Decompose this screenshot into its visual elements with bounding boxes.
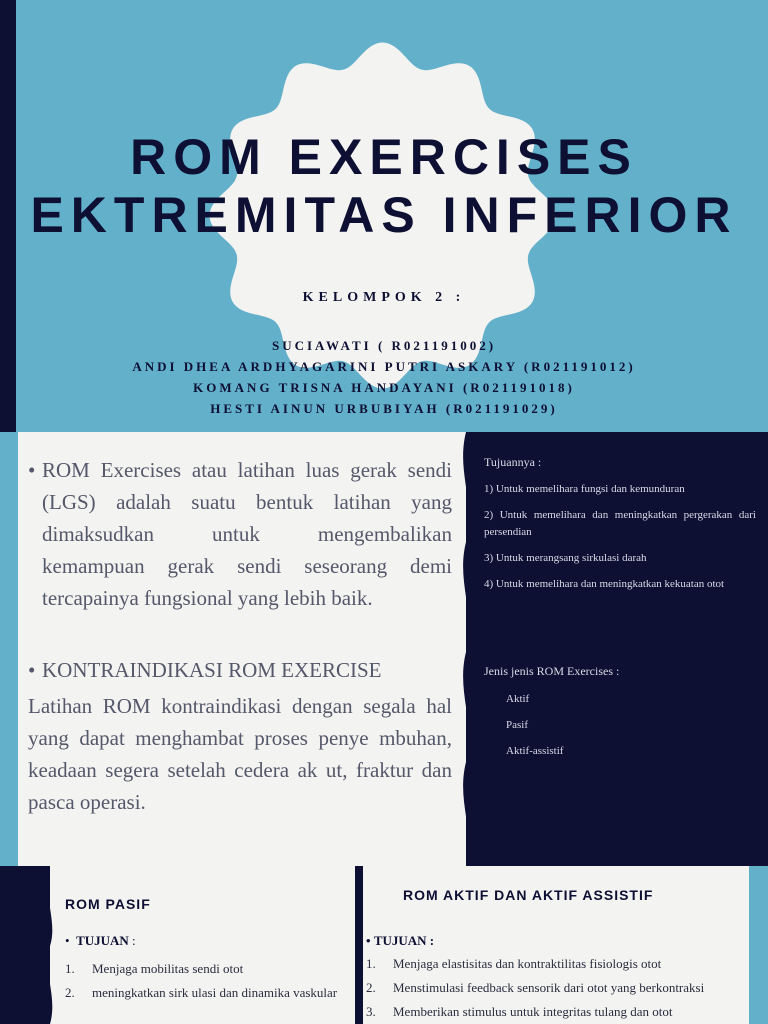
list-item <box>366 1003 746 1021</box>
rom-pasif-title: ROM PASIF <box>65 896 151 912</box>
rom-aktif-goals <box>366 955 746 1024</box>
bullet-marker: • <box>65 933 70 948</box>
contraindication-heading <box>28 654 452 686</box>
rom-pasif-goals <box>65 960 350 1008</box>
list-text: Menjaga elastisitas dan kontraktilitas fisiologis otot <box>393 956 662 971</box>
goal-item: 4) Untuk memelihara dan meningkatkan kekuatan otot <box>484 578 725 590</box>
wavy-divider <box>454 432 484 866</box>
rom-definition-text: ROM Exercises atau latihan luas gerak sendi (LGS) adalah suatu bentuk latihan yang dimaksudkan untuk mengembalikan kemampuan gerak sendi seseorang demi tercapainya fungsional yang lebih baik. <box>42 458 452 610</box>
exercise-type-item: Aktif <box>506 693 530 705</box>
member-name: SUCIAWATI ( R021191002) <box>271 338 497 353</box>
goal-item: 1) Untuk memelihara fungsi dan kemunduran <box>484 483 685 495</box>
wavy-divider <box>40 866 64 1024</box>
exercise-type-item: Pasif <box>506 719 528 731</box>
left-accent-strip <box>0 432 18 866</box>
list-number: 1. <box>65 961 75 976</box>
slide-title <box>0 128 768 244</box>
contraindication-paragraph: Latihan ROM kontraindikasi dengan segala hal yang dapat menghambat proses penye mbuhan, keadaan segera setelah cedera ak ut, fraktur dan pasca operasi. <box>28 694 452 814</box>
goals-heading: Tujuannya : <box>484 455 542 469</box>
list-text: Menjaga mobilitas sendi otot <box>92 961 244 976</box>
bullet-marker: • <box>28 458 36 482</box>
bullet-marker: • <box>28 658 36 682</box>
tujuan-suffix: : <box>128 933 136 948</box>
title-slide <box>0 0 768 432</box>
title-line-2: EKTREMITAS INFERIOR <box>30 187 738 243</box>
goals-list <box>484 454 756 602</box>
rom-types-slide <box>0 866 768 1024</box>
member-name: ANDI DHEA ARDHYAGARINI PUTRI ASKARY (R021191012) <box>132 359 636 374</box>
member-name: KOMANG TRISNA HANDAYANI (R021191018) <box>193 380 575 395</box>
exercise-types-heading: Jenis jenis ROM Exercises : <box>484 664 620 678</box>
list-text: Memberikan stimulus untuk integritas tulang dan otot <box>393 1004 673 1019</box>
member-list <box>0 335 768 419</box>
list-number: 3. <box>366 1004 376 1019</box>
list-number: 2. <box>65 985 75 1000</box>
tujuan-label: TUJUAN <box>76 933 129 948</box>
tujuan-label: TUJUAN : <box>373 933 435 948</box>
rom-aktif-title: ROM AKTIF DAN AKTIF ASSISTIF <box>403 887 654 903</box>
rom-pasif-goal-label <box>65 933 136 949</box>
list-number: 2. <box>366 980 376 995</box>
contraindication-heading-text: KONTRAINDIKASI ROM EXERCISE <box>42 658 382 682</box>
group-label: KELOMPOK 2 : <box>302 290 466 305</box>
exercise-types <box>484 664 756 757</box>
exercise-type-item: Aktif-assistif <box>506 745 564 757</box>
title-line-1: ROM EXERCISES <box>130 129 638 185</box>
list-item <box>366 979 746 997</box>
list-text: meningkatkan sirk ulasi dan dinamika vaskular <box>92 985 338 1000</box>
bullet-marker: • <box>366 933 371 948</box>
list-text: Menstimulasi feedback sensorik dari otot yang berkontraksi <box>393 980 705 995</box>
goal-item: 2) Untuk memelihara dan meningkatkan pergerakan dari persendian <box>484 509 756 538</box>
list-item <box>65 960 350 978</box>
right-accent-strip <box>749 866 768 1024</box>
definition-slide <box>0 432 768 866</box>
rom-aktif-goal-label <box>366 933 434 949</box>
list-number: 1. <box>366 956 376 971</box>
list-item <box>65 984 350 1002</box>
list-item <box>366 955 746 973</box>
member-name: HESTI AINUN URBUBIYAH (R021191029) <box>210 401 558 416</box>
goal-item: 3) Untuk merangsang sirkulasi darah <box>484 552 647 564</box>
rom-definition-paragraph <box>28 454 452 614</box>
